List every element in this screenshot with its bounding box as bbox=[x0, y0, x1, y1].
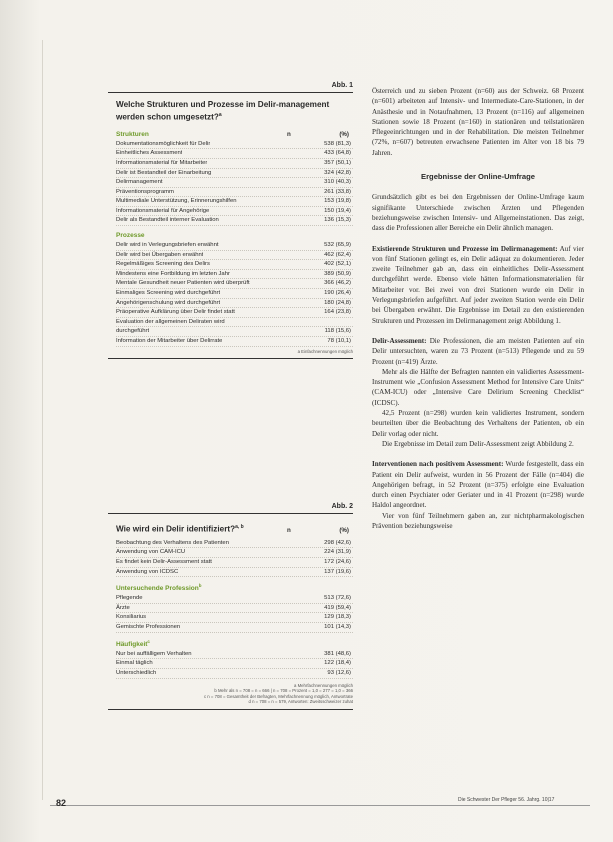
table-row bbox=[116, 251, 353, 261]
table-row bbox=[116, 594, 353, 604]
figure-2-header bbox=[116, 522, 353, 535]
row-label: Unterschiedlich bbox=[116, 669, 157, 676]
table-row bbox=[116, 299, 353, 309]
paragraph: Österreich und zu sieben Prozent (n=60) aus der Schweiz. 68 Prozent (n=601) arbeiteten auf Intensiv- und Intermediate-Care-Stationen, in der Anästhesie und in Notaufnahmen, 13 Prozent (n=116) auf allgemeinen Stationen sowie 18 Prozent (n=160) in stationären und teilstationären Pflegeeinrichtungen und in der Rehabilitation. Die meisten Teilnehmer (72%, n=607) betreuten erwachsene Patienten im Alter von 18 bis 79 Jahren. bbox=[372, 87, 584, 157]
table-row bbox=[116, 188, 353, 198]
row-label: Evaluation der allgemeinen Deliraten wird bbox=[116, 318, 225, 325]
table-row bbox=[116, 178, 353, 188]
paragraph: Existierende Strukturen und Prozesse im Delirmanagement: Auf vier von fünf Stationen gelingt es, ein Delir adäquat zu dokumentieren. Jeder zweite Teilnehmer gab an, dass ein einheitliches Delir-Assessment durchgeführt werde. Ebenso viele hätten Informationsmaterialien für Mitarbeiter vor. Bei zwei von drei Stationen wurde ein Delir in Verlegungsbriefen aufgeführt. Auf jeder zweiten Station werde ein Delir bei Übergaben erwähnt. Die Ergebnisse im Detail zu den existierenden Strukturen und Prozessen im Delirmanagement zeigt Abbildung 1. bbox=[372, 244, 584, 325]
row-label: Angehörigenschulung wird durchgeführt bbox=[116, 299, 221, 306]
row-label: Anwendung von CAM-ICU bbox=[116, 549, 186, 556]
row-label: Konsiliarius bbox=[116, 614, 147, 621]
column-headers: n (%) bbox=[287, 130, 349, 138]
divider bbox=[108, 358, 353, 359]
table-row bbox=[116, 539, 353, 549]
divider bbox=[108, 709, 353, 710]
row-label: Mindestens eine Fortbildung im letzten Jahr bbox=[116, 270, 230, 277]
row-label: Beobachtung des Verhaltens des Patienten bbox=[116, 539, 229, 546]
figure-2-label: Abb. 2 bbox=[108, 503, 353, 514]
figure-2-method-list bbox=[108, 539, 353, 577]
table-row bbox=[116, 241, 353, 251]
row-label: Präoperative Aufklärung über Delir findet statt bbox=[116, 309, 235, 316]
row-value: 153 (19,8) bbox=[324, 198, 351, 205]
row-value: 366 (46,2) bbox=[324, 280, 351, 287]
row-value: 324 (42,8) bbox=[324, 169, 351, 176]
paragraph: Mehr als die Hälfte der Befragten nannten ein validiertes Assessment-Instrument wie „Confusion Assessment Method for Intensive Care Units“ (CAM-ICU) oder „Intensive Care Delirium Screening Checklist“ (ICDSC). bbox=[372, 367, 584, 407]
figure-1-structures-list bbox=[108, 140, 353, 226]
row-label: Pflegende bbox=[116, 595, 143, 602]
table-row bbox=[116, 337, 353, 347]
row-value: 122 (18,4) bbox=[324, 660, 351, 667]
row-label: Einheitliches Assessment bbox=[116, 150, 183, 157]
row-label: Multimediale Unterstützung, Erinnerungshilfen bbox=[116, 198, 237, 205]
row-value: 261 (33,8) bbox=[324, 188, 351, 195]
row-value: 101 (14,3) bbox=[324, 624, 351, 631]
body-text-column bbox=[372, 86, 584, 531]
row-value: 150 (19,4) bbox=[324, 207, 351, 214]
page-number: 82 bbox=[56, 798, 67, 808]
row-label: Gemischte Professionen bbox=[116, 624, 181, 631]
footer-rule bbox=[50, 805, 590, 806]
table-row bbox=[116, 279, 353, 289]
figure-2 bbox=[108, 503, 353, 710]
table-row bbox=[116, 149, 353, 159]
row-value: 389 (50,9) bbox=[324, 270, 351, 277]
row-label: Dokumentationsmöglichkeit für Delir bbox=[116, 140, 211, 147]
table-row bbox=[116, 568, 353, 578]
row-label: Es findet kein Delir-Assessment statt bbox=[116, 558, 212, 565]
row-label: Information der Mitarbeiter über Delirrate bbox=[116, 338, 223, 345]
paragraph: Vier von fünf Teilnehmern gaben an, zur nichtpharmakologischen Prävention beziehungsweise bbox=[372, 511, 584, 530]
row-value bbox=[301, 318, 353, 327]
table-row bbox=[116, 270, 353, 280]
paragraph: Interventionen nach positivem Assessment: Wurde festgestellt, dass ein Patient ein Delir aufweist, wurden in 56 Prozent der Fälle (n=404) die Angehörigen befragt, in 52 Prozent (n=375) erfolgte eine Evaluation durch einen Psychiater oder Geriater und in 41 Prozent (n=298) wurde Haldol angeordnet. bbox=[372, 460, 584, 510]
table-row bbox=[116, 197, 353, 207]
section-heading: Häufigkeit$^c$ bbox=[116, 638, 150, 648]
column-headers: n (%) bbox=[287, 526, 349, 534]
row-value: 78 (10,1) bbox=[327, 338, 351, 345]
row-value: 137 (19,6) bbox=[324, 568, 351, 575]
table-row bbox=[116, 260, 353, 270]
table-row bbox=[116, 613, 353, 623]
row-value: 298 (42,6) bbox=[324, 539, 351, 546]
table-row bbox=[116, 623, 353, 633]
row-label: Einmal täglich bbox=[116, 660, 153, 667]
row-value: 129 (18,3) bbox=[324, 614, 351, 621]
table-row bbox=[116, 216, 353, 226]
section-heading-online-survey: Ergebnisse der Online-Umfrage bbox=[421, 172, 535, 182]
row-label: Regelmäßiges Screening des Delirs bbox=[116, 261, 210, 268]
row-label: Einmaliges Screening wird durchgeführt bbox=[116, 290, 221, 297]
figure-1-footnote: a Einfachnennungen möglich bbox=[297, 348, 353, 354]
paragraph: Delir-Assessment: Die Professionen, die am meisten Patienten auf ein Delir untersuchten, waren zu 73 Prozent (n=513) Pflegende und zu 59 Prozent (n=419) Ärzte. bbox=[372, 336, 584, 366]
row-value: 433 (64,8) bbox=[324, 150, 351, 157]
row-label: Delir wird bei Übergaben erwähnt bbox=[116, 251, 204, 258]
row-value: 419 (59,4) bbox=[324, 604, 351, 611]
table-row bbox=[116, 169, 353, 179]
paragraph: Grundsätzlich gibt es bei den Ergebnissen der Online-Umfrage kaum signifikante Unterschiede zwischen Ärzten und Pflegenden beziehungsweise zwischen Intensiv- und Allgemeinstationen. Das zeigt, dass die Professionen aller Bereiche ein Delir ähnlich managen. bbox=[372, 193, 584, 233]
table-row bbox=[116, 650, 353, 660]
section-heading: Untersuchende Profession$^b$ bbox=[116, 583, 202, 593]
row-label: Präventionsprogramm bbox=[116, 188, 174, 195]
table-row bbox=[116, 659, 353, 669]
table-row bbox=[116, 318, 353, 328]
row-value: 136 (15,3) bbox=[324, 217, 351, 224]
row-value: 310 (40,3) bbox=[324, 179, 351, 186]
row-value: 357 (50,1) bbox=[324, 159, 351, 166]
row-value: 172 (24,6) bbox=[324, 558, 351, 565]
row-value: 513 (72,6) bbox=[324, 595, 351, 602]
binding-shadow-line bbox=[42, 40, 43, 800]
section-heading: Prozesse bbox=[116, 232, 145, 240]
table-row bbox=[116, 604, 353, 614]
row-label: Informationsmaterial für Angehörige bbox=[116, 207, 210, 214]
figure-2-frequency-list bbox=[108, 650, 353, 679]
row-label: Delir als Bestandteil interner Evaluation bbox=[116, 217, 219, 224]
table-row bbox=[116, 327, 353, 337]
row-label: durchgeführt bbox=[116, 328, 150, 335]
table-row bbox=[116, 548, 353, 558]
row-label: Anwendung von ICDSC bbox=[116, 568, 179, 575]
figure-1-section-header bbox=[116, 131, 353, 138]
table-row bbox=[116, 308, 353, 318]
table-row bbox=[116, 558, 353, 568]
figure-2-profession-list bbox=[108, 594, 353, 632]
row-value: 381 (48,6) bbox=[324, 650, 351, 657]
figure-2-footnotes: a Mehrfachnennungen möglich b Mehr als n = 708 = n = 666 | n = 708 = Prozent = 1,0 = 277 = 1,0 = 366 c n = 708 = Gesamtheit der Befragten, Mehrfachnennung möglich, Antwortrate d n = 708 = n = 579, Antworten: Zweitsschweizer zuhat bbox=[203, 682, 353, 705]
row-label: Delir wird in Verlegungsbriefen erwähnt bbox=[116, 242, 219, 249]
table-row bbox=[116, 669, 353, 679]
row-label: Delir ist Bestandteil der Einarbeitung bbox=[116, 169, 212, 176]
row-label: Informationsmaterial für Mitarbeiter bbox=[116, 159, 208, 166]
figure-1 bbox=[108, 82, 353, 359]
figure-1-label: Abb. 1 bbox=[108, 82, 353, 93]
row-label: Mentale Gesundheit neuer Patienten wird überprüft bbox=[116, 280, 250, 287]
row-value: 532 (65,9) bbox=[324, 242, 351, 249]
row-label: Delirmanagement bbox=[116, 179, 163, 186]
section-heading: Strukturen bbox=[116, 130, 149, 138]
row-value: 462 (62,4) bbox=[324, 251, 351, 258]
journal-footer: Die Schwester Der Pfleger 56. Jahrg. 10|17 bbox=[458, 797, 555, 803]
row-value: 164 (23,8) bbox=[324, 309, 351, 316]
row-value: 402 (52,1) bbox=[324, 261, 351, 268]
row-value: 224 (31,9) bbox=[324, 549, 351, 556]
row-label: Ärzte bbox=[116, 604, 130, 611]
table-row bbox=[116, 140, 353, 150]
paragraph: 42,5 Prozent (n=298) wurden kein validiertes Instrument, sondern beurteilten über die Beobachtung des Verhaltens der Patienten, ob ein Delir vorlag oder nicht. bbox=[372, 409, 584, 438]
paragraph: Die Ergebnisse im Detail zum Delir-Assessment zeigt Abbildung 2. bbox=[382, 439, 574, 448]
row-label: Nur bei auffälligem Verhalten bbox=[116, 650, 192, 657]
table-row bbox=[116, 289, 353, 299]
table-row bbox=[116, 159, 353, 169]
row-value: 538 (81,3) bbox=[324, 140, 351, 147]
row-value: 118 (15,6) bbox=[324, 328, 351, 335]
table-row bbox=[116, 207, 353, 217]
figure-1-title: Welche Strukturen und Prozesse im Delir-management werden schon umgesetzt?$^a$ bbox=[116, 100, 330, 122]
row-value: 190 (26,4) bbox=[324, 290, 351, 297]
figure-1-processes-list bbox=[108, 241, 353, 347]
figure-2-title: Wie wird ein Delir identifiziert?$^{a, b}$ bbox=[116, 524, 244, 534]
row-value: 93 (12,6) bbox=[327, 669, 351, 676]
row-value: 180 (24,8) bbox=[324, 299, 351, 306]
